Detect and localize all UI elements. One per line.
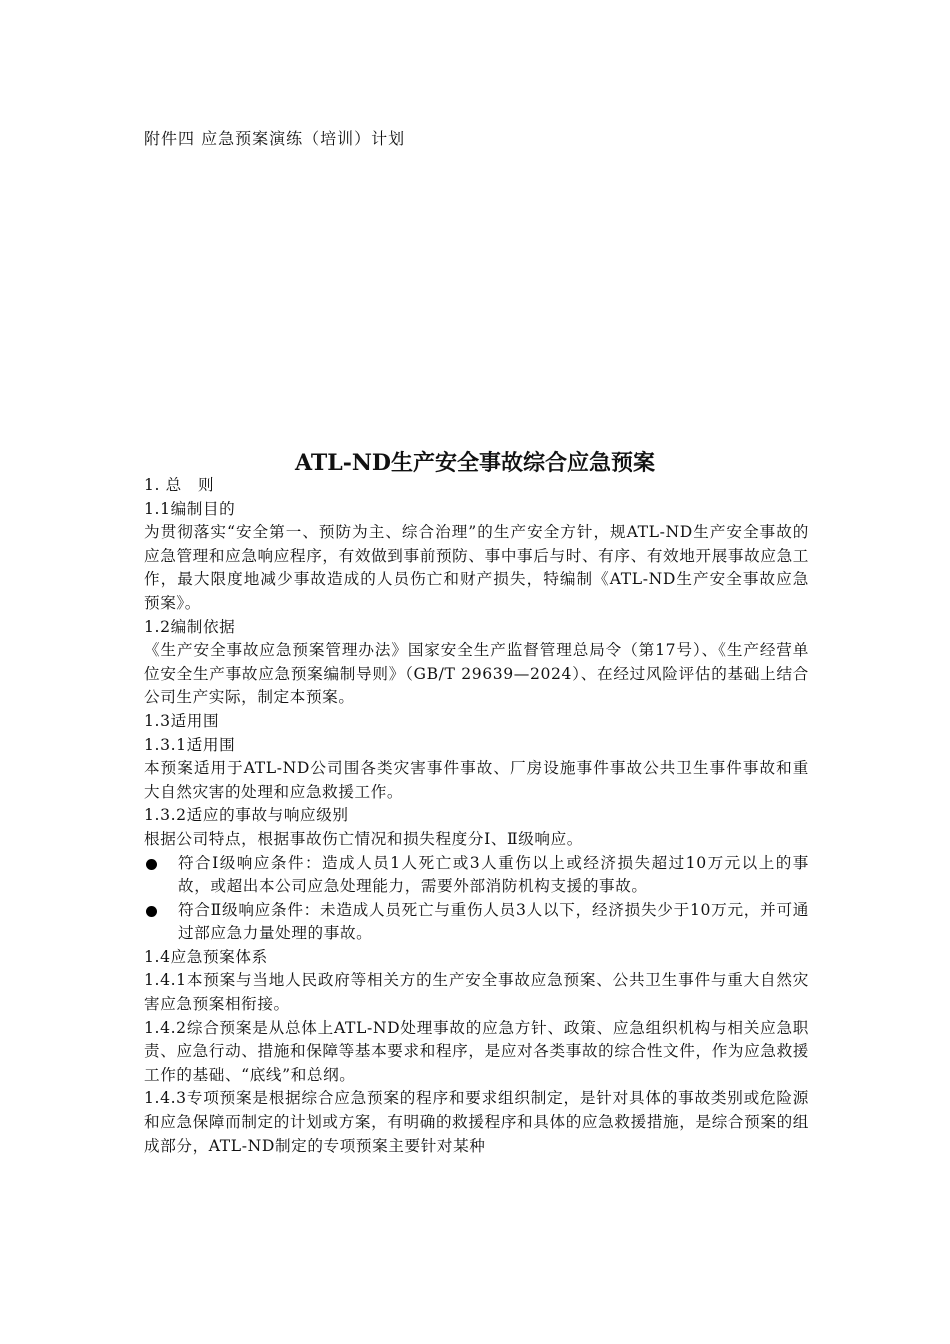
section-heading: 1.2编制依据 (144, 617, 236, 636)
bullet-dot-icon (146, 859, 157, 870)
bullet-item (144, 899, 809, 946)
bullet-text: 符合Ⅰ级响应条件：造成人员1人死亡或3人重伤以上或经济损失超过10万元以上的事故，或超出本公司应急处理能力，需要外部消防机构支援的事故。 (178, 853, 809, 896)
paragraph: 根据公司特点，根据事故伤亡情况和损失程度分Ⅰ、Ⅱ级响应。 (144, 829, 583, 848)
bullet-item (144, 852, 809, 899)
paragraph: 1.4.1本预案与当地人民政府等相关方的生产安全事故应急预案、公共卫生事件与重大自然灾害应急预案相衔接。 (144, 971, 809, 1014)
paragraph: 《生产安全事故应急预案管理办法》国家安全生产监督管理总局令（第17号）、《生产经营单位安全生产事故应急预案编制导则》（GB/T 29639—2024）、在经过风险评估的基础上结合公司生产实际，制定本预案。 (144, 641, 809, 707)
document-title: ATL-ND生产安全事故综合应急预案 (294, 450, 656, 476)
annex-title: 附件四 应急预案演练（培训）计划 (144, 129, 406, 148)
paragraph: 1.4.2综合预案是从总体上ATL-ND处理事故的应急方针、政策、应急组织机构与相关应急职责、应急行动、措施和保障等基本要求和程序，是应对各类事故的综合性文件，作为应急救援工作的基础、“底线”和总纲。 (144, 1018, 809, 1084)
section-heading: 1. 总 则 (144, 476, 215, 494)
document-body (144, 474, 809, 1158)
section-heading: 1.4应急预案体系 (144, 947, 268, 966)
section-heading: 1.3.2适应的事故与响应级别 (144, 806, 349, 825)
bullet-text: 符合Ⅱ级响应条件：未造成人员死亡与重伤人员3人以下，经济损失少于10万元，并可通过部应急力量处理的事故。 (178, 900, 809, 943)
bullet-dot-icon (146, 906, 157, 917)
section-heading: 1.1编制目的 (144, 499, 236, 518)
paragraph: 1.4.3专项预案是根据综合应急预案的程序和要求组织制定，是针对具体的事故类别或危险源和应急保障而制定的计划或方案，有明确的救援程序和具体的应急救援措施，是综合预案的组成部分，ATL-ND制定的专项预案主要针对某种 (144, 1089, 809, 1155)
paragraph: 为贯彻落实“安全第一、预防为主、综合治理”的生产安全方针，规ATL-ND生产安全事故的应急管理和应急响应程序，有效做到事前预防、事中事后与时、有序、有效地开展事故应急工作，最大限度地减少事故造成的人员伤亡和财产损失，特编制《ATL-ND生产安全事故应急预案》。 (144, 523, 809, 612)
paragraph: 本预案适用于ATL-ND公司围各类灾害事件事故、厂房设施事件事故公共卫生事件事故和重大自然灾害的处理和应急救援工作。 (144, 759, 809, 801)
section-heading: 1.3适用围 (144, 711, 220, 730)
section-heading: 1.3.1适用围 (144, 735, 236, 754)
